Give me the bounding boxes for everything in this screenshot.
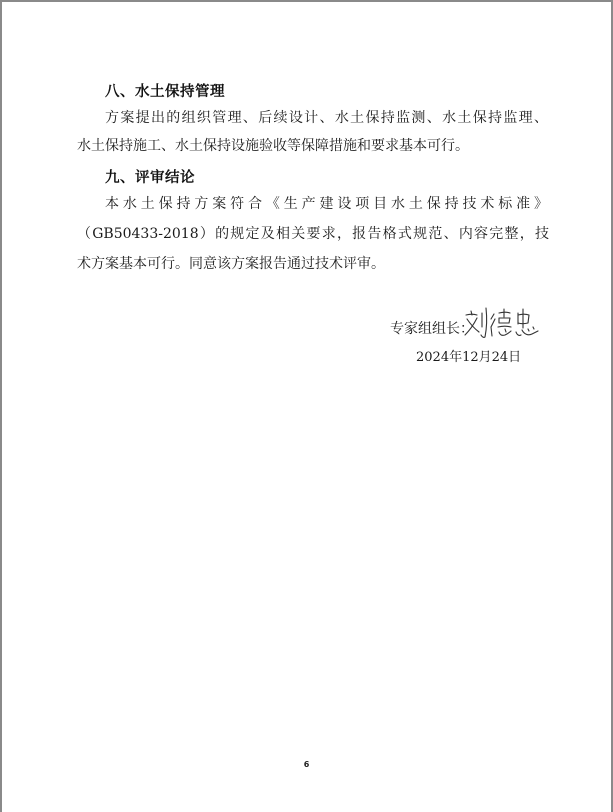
section-9-line-3: 术方案基本可行。同意该方案报告通过技术评审。	[77, 256, 385, 272]
section-8-heading: 八、水土保持管理	[105, 84, 225, 100]
section-8-line-2: 水土保持施工、水土保持设施验收等保障措施和要求基本可行。	[77, 138, 469, 154]
page-border-left	[0, 0, 2, 812]
page-number: 6	[303, 760, 310, 769]
handwritten-signature	[462, 305, 540, 341]
section-9-line-1: 本水土保持方案符合《生产建设项目水土保持技术标准》	[105, 196, 548, 212]
section-8-line-1: 方案提出的组织管理、后续设计、水土保持监测、水土保持监理、	[105, 110, 548, 126]
signature-label: 专家组组长：	[390, 321, 474, 337]
signature-date: 2024年12月24日	[416, 350, 522, 365]
section-9-heading: 九、评审结论	[105, 170, 195, 186]
section-9-line-2: （GB50433-2018）的规定及相关要求，报告格式规范、内容完整，技	[77, 226, 549, 242]
page-border-top	[0, 0, 613, 2]
